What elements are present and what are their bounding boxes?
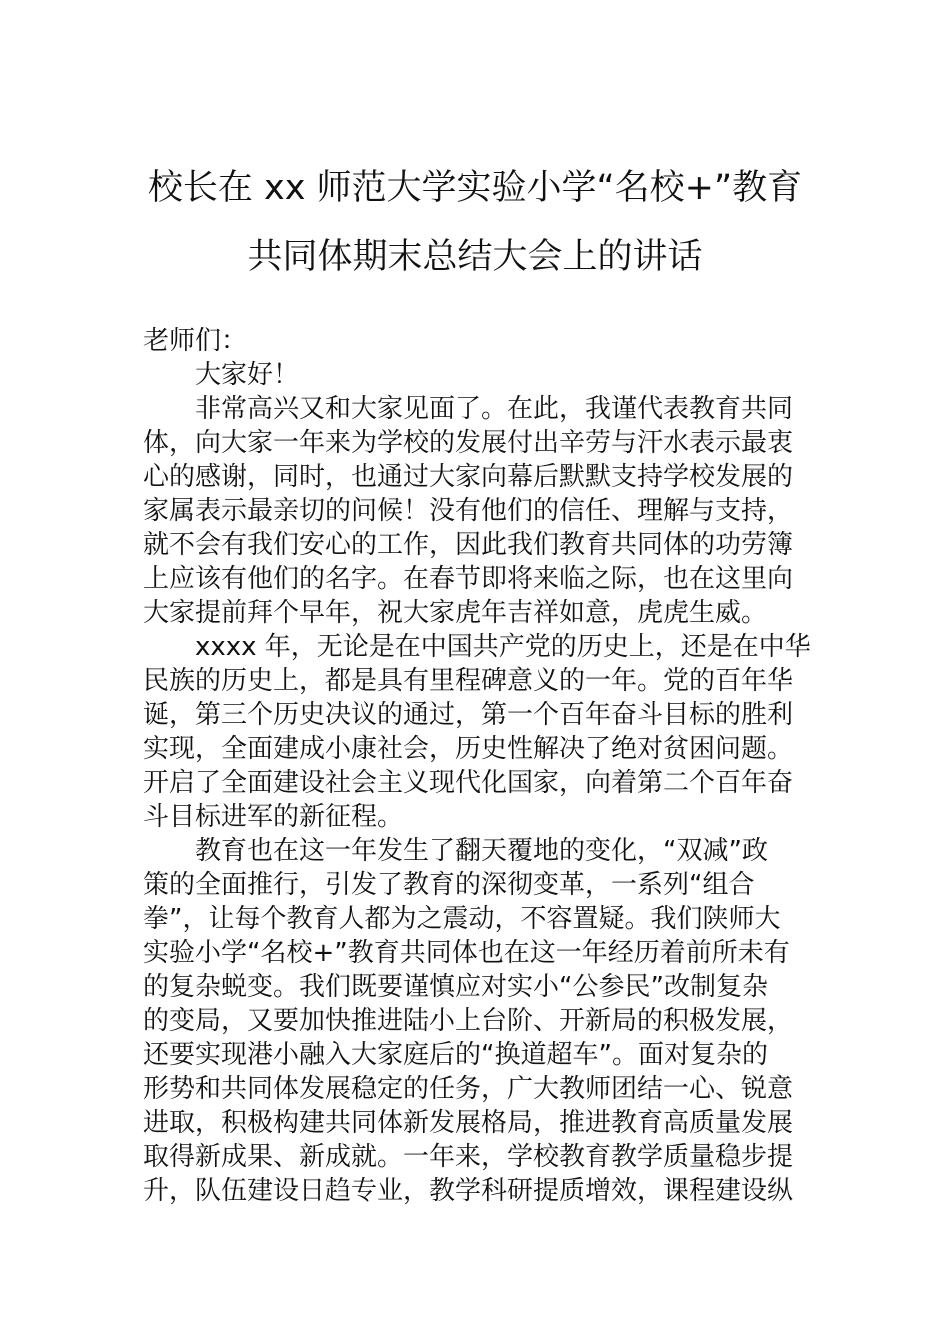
body-line: 进取，积极构建共同体新发展格局，推进教育高质量发展: [143, 1108, 794, 1138]
body-line: 心的感谢，同时，也通过大家向幕后默默支持学校发展的: [143, 462, 794, 492]
body-line: 非常高兴又和大家见面了。在此，我谨代表教育共同: [195, 394, 794, 424]
body-line: 斗目标进军的新征程。: [143, 802, 404, 832]
body-line: 策的全面推行，引发了教育的深彻变革，一系列“组合: [143, 870, 755, 900]
body-line: 形势和共同体发展稳定的任务，广大教师团结一心、锐意: [143, 1074, 794, 1104]
body-line: 体，向大家一年来为学校的发展付出辛劳与汗水表示最衷: [143, 428, 794, 458]
body-line: 实现，全面建成小康社会，历史性解决了绝对贫困问题。: [143, 734, 794, 764]
salutation: 老师们：: [143, 326, 248, 356]
document-body: [143, 324, 813, 1208]
body-line: 上应该有他们的名字。在春节即将来临之际，也在这里向: [143, 564, 794, 594]
body-line: 升，队伍建设日趋专业，教学科研提质增效，课程建设纵: [143, 1176, 794, 1206]
body-line: 诞，第三个历史决议的通过，第一个百年奋斗目标的胜利: [143, 700, 794, 730]
body-line: 实验小学“名校+”教育共同体也在这一年经历着前所未有: [143, 938, 790, 968]
body-line: 拳”，让每个教育人都为之震动，不容置疑。我们陕师大: [143, 904, 781, 934]
body-line: 的变局，又要加快推进陆小上台阶、开新局的积极发展，: [143, 1006, 794, 1036]
document-title-line-1: 校长在 xx 师范大学实验小学“名校+”教育: [147, 168, 803, 208]
body-line: 民族的历史上，都是具有里程碑意义的一年。党的百年华: [143, 666, 794, 696]
body-line: 开启了全面建设社会主义现代化国家，向着第二个百年奋: [143, 768, 794, 798]
body-line: 取得新成果、新成就。一年来，学校教育教学质量稳步提: [143, 1142, 794, 1172]
body-line: xxxx 年，无论是在中国共产党的历史上，还是在中华: [195, 632, 811, 662]
body-line: 家属表示最亲切的问候！没有他们的信任、理解与支持，: [143, 496, 794, 526]
body-line: 教育也在这一年发生了翻天覆地的变化，“双减”政: [195, 836, 768, 866]
body-line: 就不会有我们安心的工作，因此我们教育共同体的功劳簿: [143, 530, 794, 560]
body-line: 大家提前拜个早年，祝大家虎年吉祥如意，虎虎生威。: [143, 598, 768, 628]
body-line: 大家好！: [195, 360, 300, 390]
document-title-line-2: 共同体期末总结大会上的讲话: [247, 237, 703, 277]
body-line: 的复杂蜕变。我们既要谨慎应对实小“公参民”改制复杂: [143, 972, 768, 1002]
body-line: 还要实现港小融入大家庭后的“换道超车”。面对复杂的: [143, 1040, 768, 1070]
